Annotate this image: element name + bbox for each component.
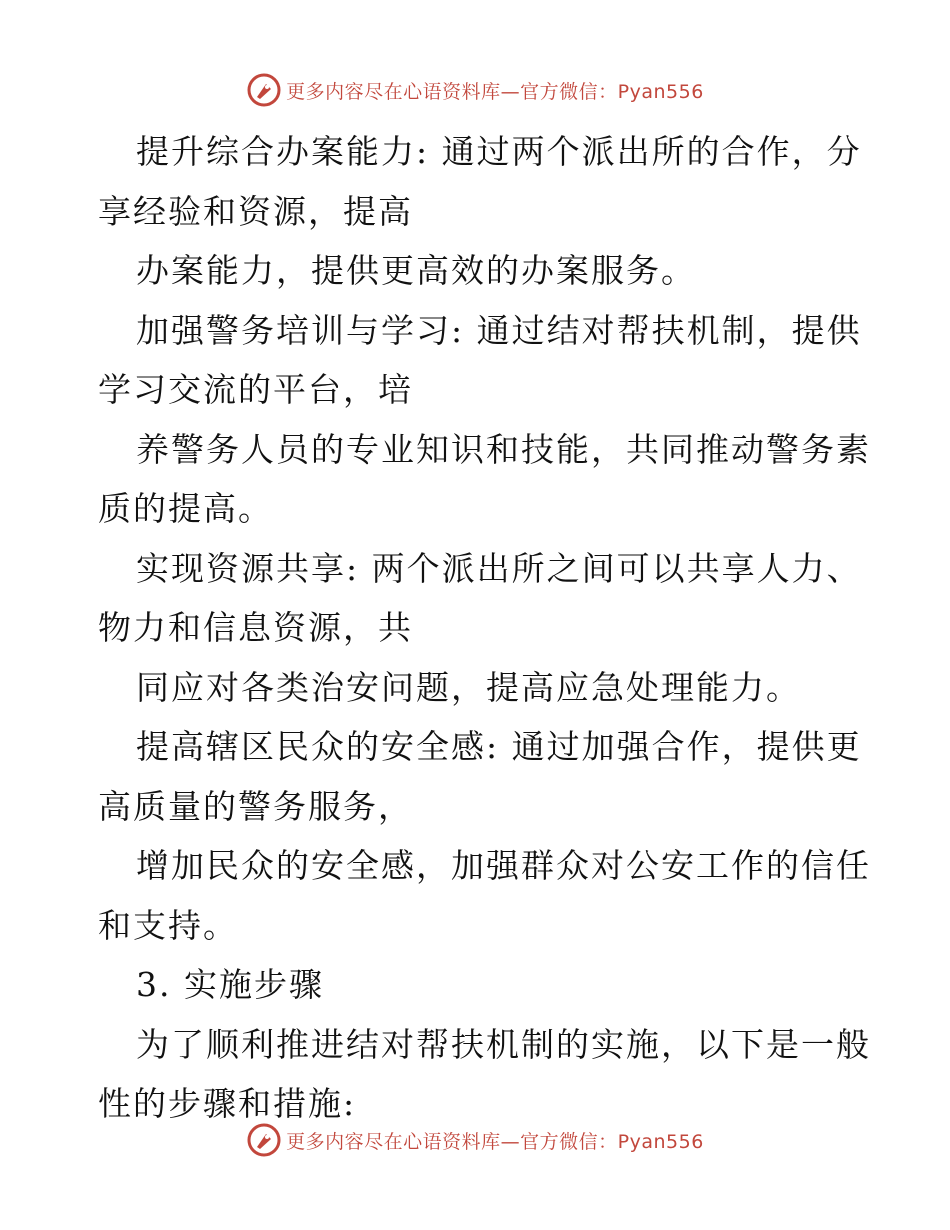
header-banner-text: 更多内容尽在心语资料库—官方微信：Pyan556 (286, 80, 704, 103)
body-line: 办案能力，提供更高效的办案服务。 (136, 251, 696, 290)
body-line: 物力和信息资源，共 (98, 608, 413, 647)
header-banner (0, 70, 950, 110)
body-line: 实现资源共享: 两个派出所之间可以共享人力、 (136, 548, 862, 588)
document-body (98, 122, 871, 1134)
body-line: 同应对各类治安问题，提高应急处理能力。 (136, 667, 801, 707)
body-line: 质的提高。 (98, 489, 273, 528)
body-line: 养警务人员的专业知识和技能，共同推动警务素 (136, 429, 871, 469)
section-heading: 3. 实施步骤 (136, 965, 324, 1004)
body-line: 为了顺利推进结对帮扶机制的实施，以下是一般 (136, 1024, 871, 1064)
body-line: 加强警务培训与学习: 通过结对帮扶机制，提供 (136, 310, 862, 350)
body-line: 提高辖区民众的安全感: 通过加强合作，提供更 (136, 727, 862, 766)
body-line: 提升综合办案能力: 通过两个派出所的合作，分 (136, 132, 862, 171)
footer-banner (0, 1120, 950, 1160)
body-line: 高质量的警务服务， (98, 786, 413, 826)
body-line: 享经验和资源，提高 (98, 191, 413, 231)
body-line: 和支持。 (98, 905, 238, 945)
footer-banner-text: 更多内容尽在心语资料库—官方微信：Pyan556 (286, 1130, 704, 1153)
pen-nib-logo-icon (246, 1122, 282, 1158)
body-line: 性的步骤和措施: (98, 1084, 357, 1123)
body-line: 增加民众的安全感，加强群众对公安工作的信任 (136, 846, 871, 885)
body-line: 学习交流的平台，培 (98, 370, 413, 409)
pen-nib-logo-icon (246, 72, 282, 108)
